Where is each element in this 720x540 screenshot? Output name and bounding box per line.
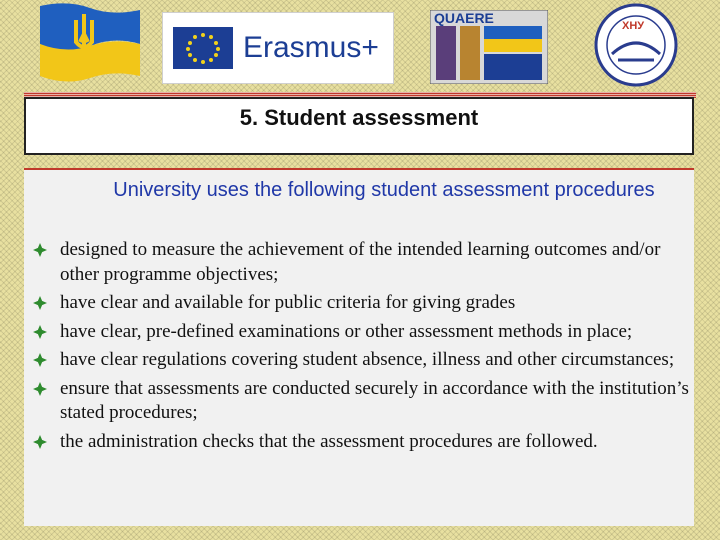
khnu-university-emblem xyxy=(590,2,682,88)
bullet-text: have clear, pre-defined examinations or other assessment methods in place; xyxy=(60,320,633,342)
diamond-bullet-icon xyxy=(32,295,48,311)
diamond-bullet-icon xyxy=(32,352,48,368)
khnu-text: ХНУ xyxy=(622,20,645,32)
list-item xyxy=(30,320,690,345)
bullet-text: the administration checks that the assessment procedures are followed. xyxy=(60,430,598,452)
diamond-bullet-icon xyxy=(32,324,48,340)
quaere-text: QUAERE xyxy=(434,10,494,26)
diamond-bullet-icon xyxy=(32,434,48,450)
title-box xyxy=(24,97,694,155)
bullet-text: designed to measure the achievement of the intended learning outcomes and/or other programme objectives; xyxy=(60,239,661,285)
intro-text: University uses the following student assessment procedures xyxy=(113,179,655,201)
list-item xyxy=(30,377,690,426)
diamond-bullet-icon xyxy=(32,242,48,258)
list-item xyxy=(30,291,690,316)
diamond-bullet-icon xyxy=(32,381,48,397)
list-item xyxy=(30,238,690,287)
bullet-text: have clear regulations covering student absence, illness and other circumstances; xyxy=(60,349,675,370)
ukraine-flag-logo xyxy=(38,0,142,82)
list-item xyxy=(30,430,690,455)
bullet-text: ensure that assessments are conducted securely in accordance with the institution’s stated procedures; xyxy=(60,377,689,423)
erasmus-text: Erasmus+ xyxy=(243,31,379,64)
erasmus-plus-logo xyxy=(162,12,394,84)
slide-title: 5. Student assessment xyxy=(239,105,479,130)
bullet-text: have clear and available for public criteria for giving grades xyxy=(60,292,516,313)
bullet-list xyxy=(30,238,690,458)
quaere-logo xyxy=(430,10,548,84)
content-panel xyxy=(24,168,694,526)
list-item xyxy=(30,348,690,373)
